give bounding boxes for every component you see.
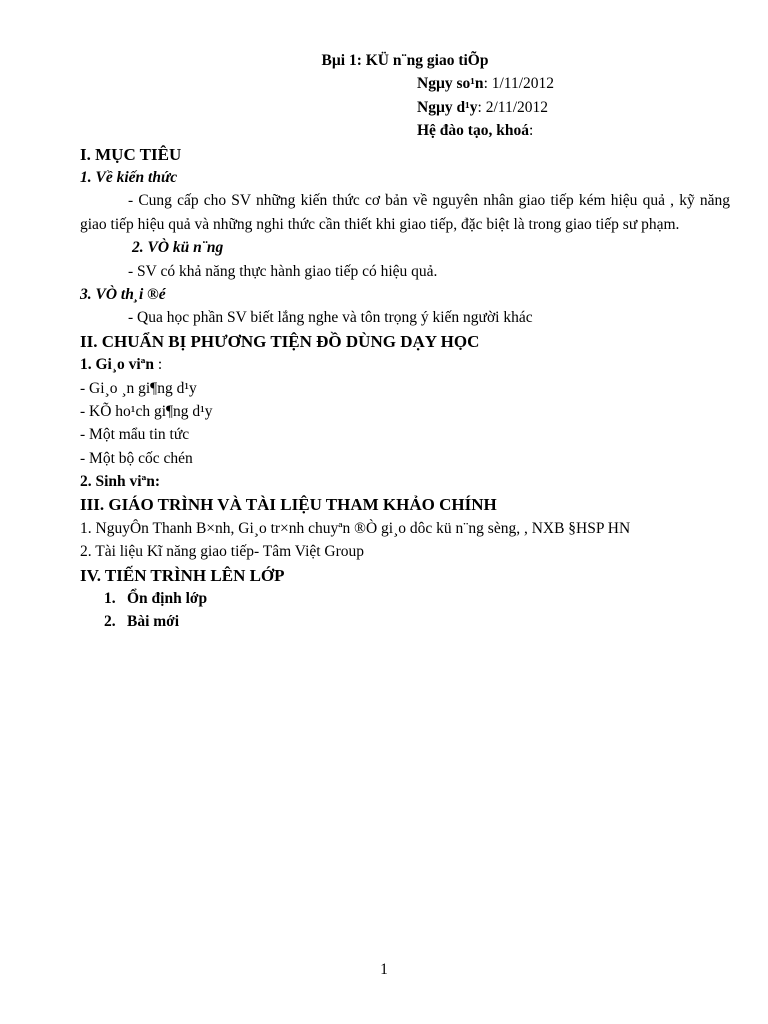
teacher-heading-label: 1. Gi¸o viªn [80,356,154,374]
procedure-item-label: Bài mới [127,613,180,631]
teach-date [80,96,730,119]
page-number: 1 [380,961,388,978]
section-objectives-heading: I. MỤC TIÊU [80,144,182,164]
teacher-heading [80,353,730,376]
knowledge-text: - Cung cấp cho SV những kiến thức cơ bản về nguyên nhân giao tiếp kém hiệu quả , kỹ năng giao tiếp hiệu quả và những nghi thức cần thiết khi giao tiếp, đặc biệt là trong giao tiếp sư phạm. [80,192,730,233]
attitude-text: - Qua học phần SV biết lắng nghe và tôn trọng ý kiến người khác [128,309,533,327]
reference-item: 2. Tài liệu Kĩ năng giao tiếp- Tâm Việt Group [80,543,365,561]
section-procedure-heading: IV. TIẾN TRÌNH LÊN LỚP [80,565,285,585]
program-label: Hệ đào tạo, khoá [417,122,529,140]
program [80,119,730,142]
knowledge-heading: 1. Về kiến thức [80,168,178,186]
lesson-title: Bµi 1: KÜ n¨ng giao tiÕp [321,52,489,69]
section-preparation-heading: II. CHUẨN BỊ PHƯƠNG TIỆN ĐỒ DÙNG DẠY HỌC [80,331,480,351]
prep-date-label: Ngµy so¹n [417,75,484,93]
program-value: : [528,122,534,140]
skills-heading: 2. VÒ kü n¨ng [132,239,224,257]
teacher-heading-colon: : [153,356,163,374]
list-item: - KÕ ho¹ch gi¶ng d¹y [80,402,213,420]
list-item: - Một bộ cốc chén [80,449,193,467]
procedure-item-label: Ổn định lớp [127,590,208,608]
section-references-heading: III. GIÁO TRÌNH VÀ TÀI LIỆU THAM KHẢO CHÍNH [80,495,497,515]
list-item: - Một mẩu tin tức [80,426,190,444]
student-heading: 2. Sinh viªn: [80,473,161,491]
teach-date-value: : 2/11/2012 [477,98,549,116]
attitude-heading: 3. VÒ th¸i ®é [80,285,166,303]
teach-date-label: Ngµy d¹y [417,98,478,116]
skills-text: - SV có khả năng thực hành giao tiếp có hiệu quả. [128,262,438,280]
procedure-item [80,610,730,633]
procedure-item-number: 1. [104,590,116,608]
procedure-item [80,587,730,610]
list-item: - Gi¸o ¸n gi¶ng d¹y [80,379,197,397]
prep-date [80,72,730,95]
procedure-item-number: 2. [104,613,116,631]
prep-date-value: : 1/11/2012 [483,75,555,93]
reference-item: 1. NguyÔn Thanh B×nh, Gi¸o tr×nh chuyªn ®Ò gi¸o dôc kü n¨ng sèng, , NXB §HSP HN [80,519,631,537]
document-page [80,49,730,634]
